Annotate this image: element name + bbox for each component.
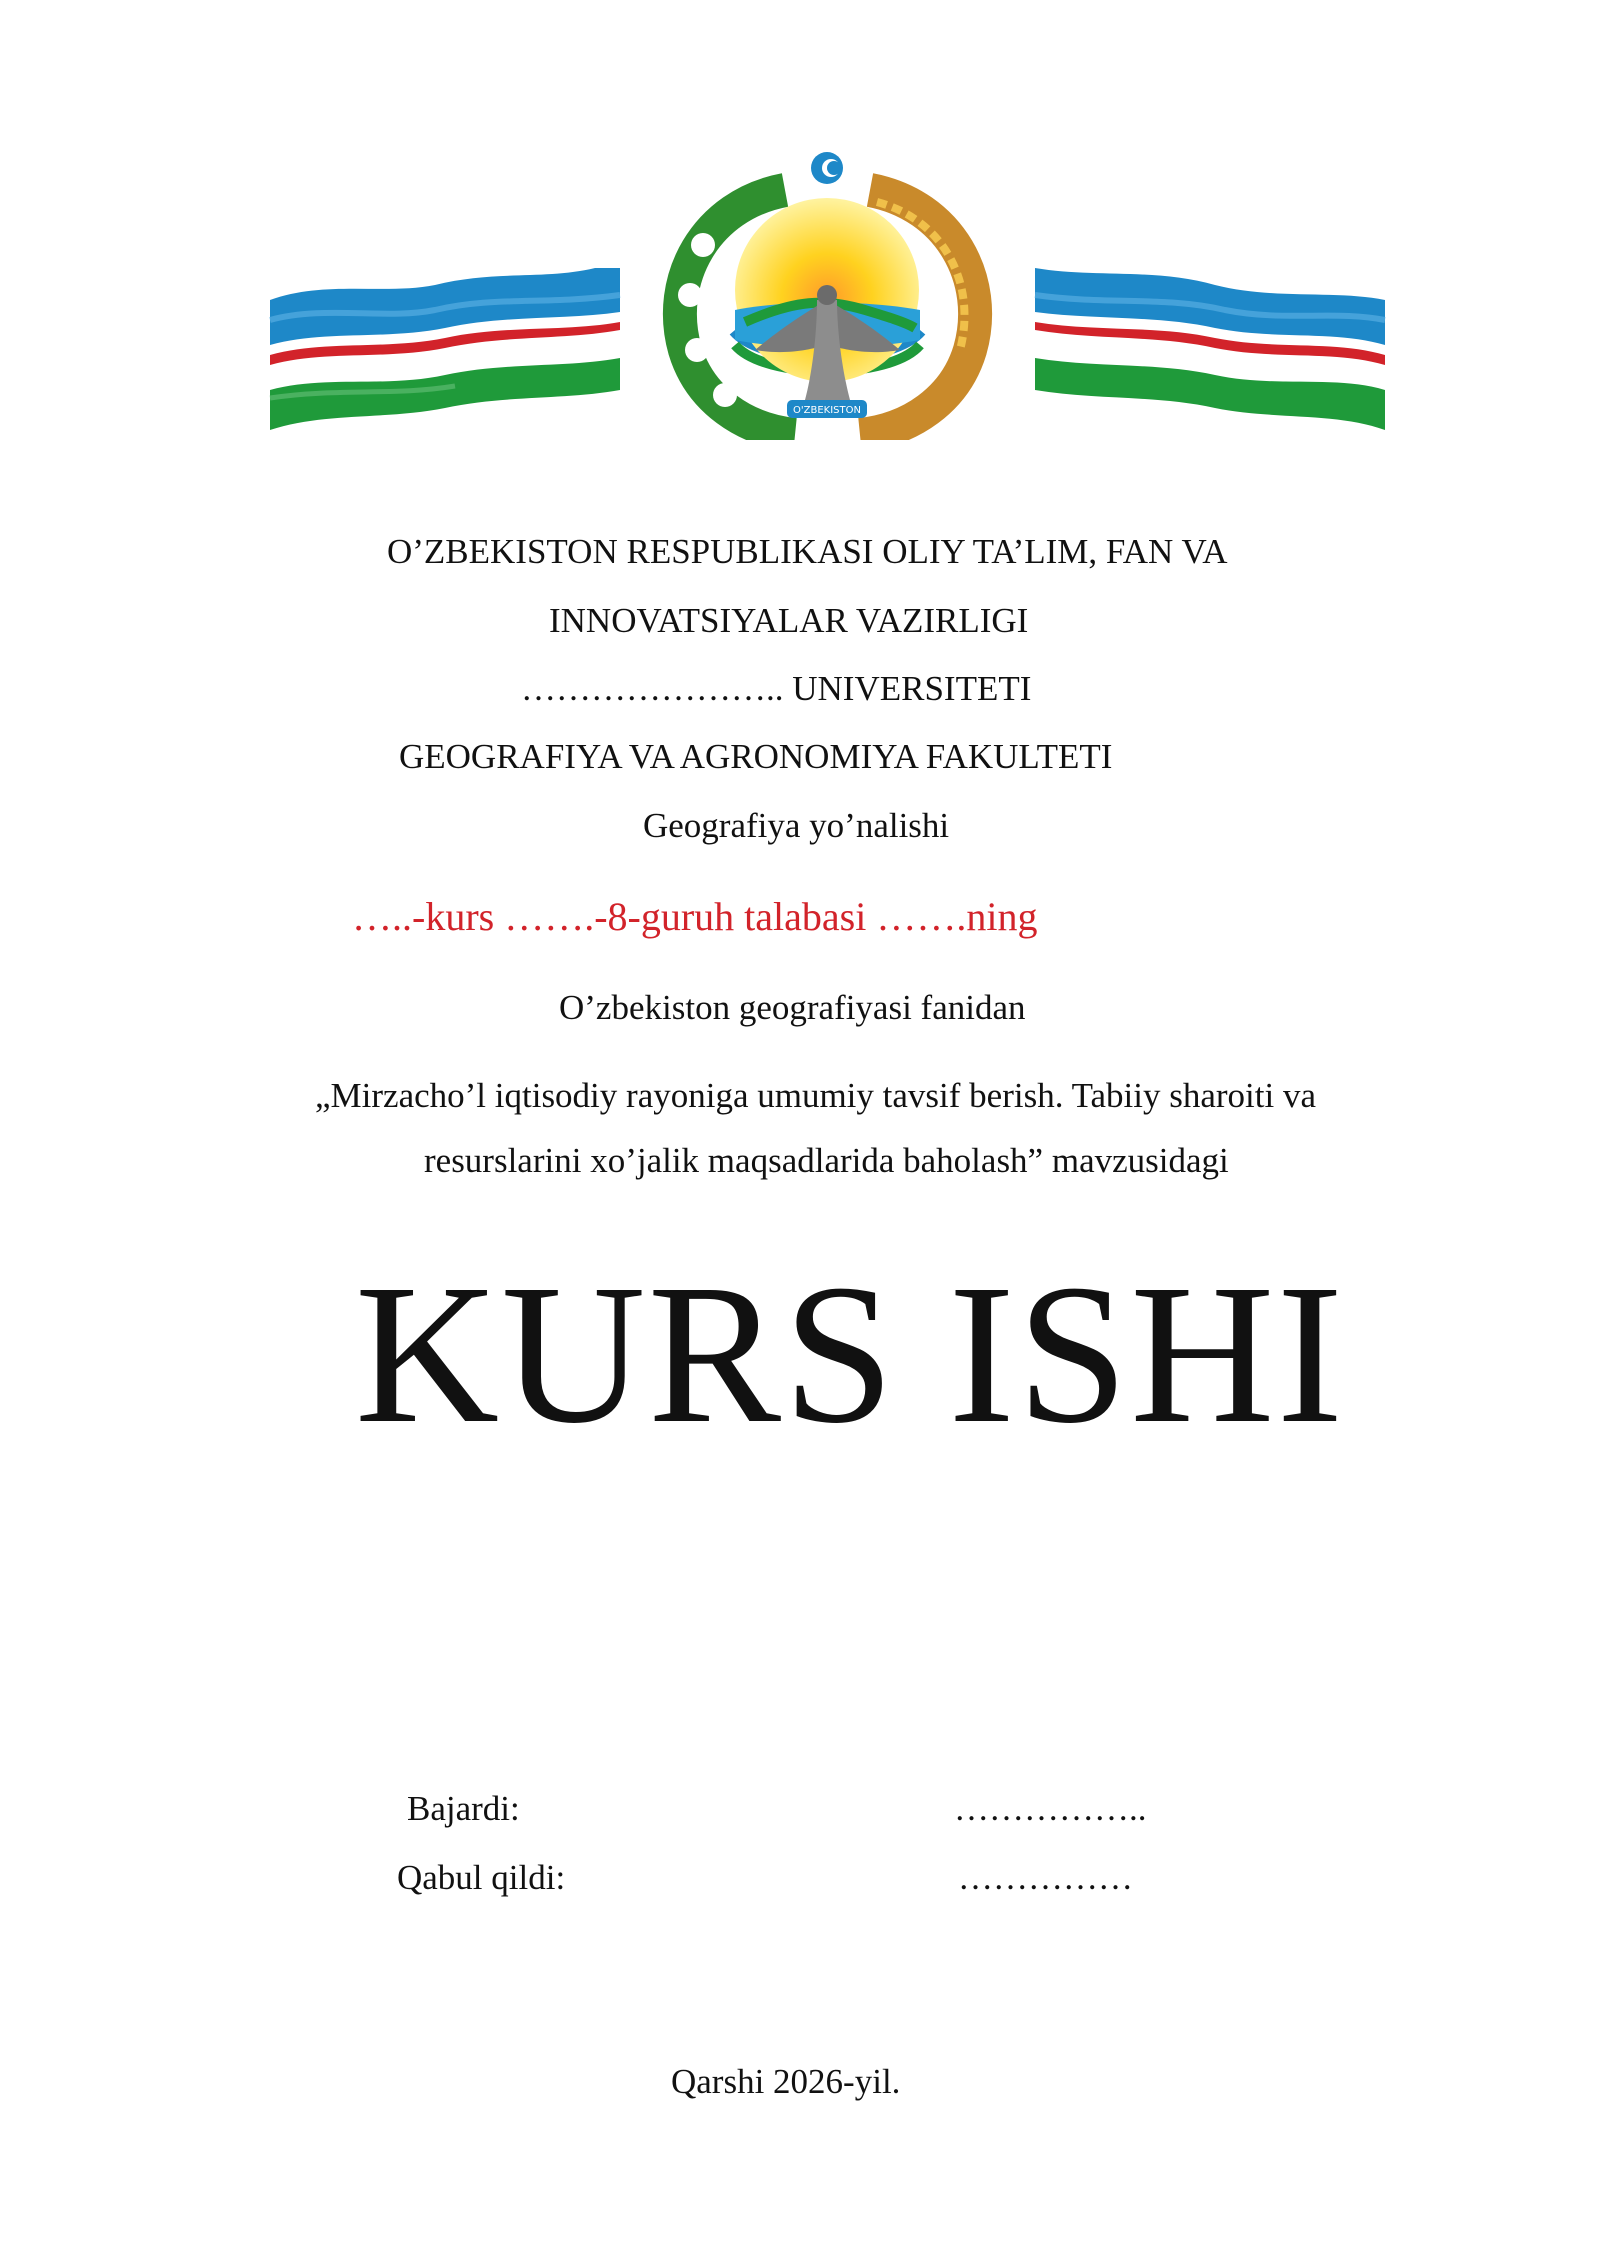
study-direction: Geografiya yo’nalishi (643, 806, 950, 845)
document-title: KURS ISHI (354, 1244, 1346, 1465)
university-name: ………………….. UNIVERSITETI (521, 669, 1032, 708)
ministry-line-2: INNOVATSIYALAR VAZIRLIGI (549, 601, 1029, 640)
ministry-line-1: O’ZBEKISTON RESPUBLIKASI OLIY TA’LIM, FAN VA (387, 532, 1228, 571)
place-year-footer: Qarshi 2026-yil. (671, 2062, 901, 2101)
student-line: …..-kurs …….-8-guruh talabasi …….ning (352, 894, 1038, 939)
accepted-by-label: Qabul qildi: (397, 1858, 566, 1897)
topic-line-2: resurslarini xo’jalik maqsadlarida baholash” mavzusidagi (424, 1141, 1229, 1180)
done-by-label: Bajardi: (407, 1789, 520, 1828)
faculty-name: GEOGRAFIYA VA AGRONOMIYA FAKULTETI (399, 737, 1113, 776)
topic-line-1: „Mirzacho’l iqtisodiy rayoniga umumiy tavsif berish. Tabiiy sharoiti va (315, 1076, 1317, 1115)
state-emblem-banner (265, 150, 1390, 440)
flag-ribbon-left (270, 268, 620, 430)
subject-line: O’zbekiston geografiyasi fanidan (559, 988, 1026, 1027)
emblem-caption: O'ZBEKISTON (793, 405, 861, 416)
flag-ribbon-right (1035, 268, 1385, 430)
accepted-by-value: …………… (958, 1858, 1133, 1897)
done-by-value: …………….. (954, 1789, 1147, 1828)
